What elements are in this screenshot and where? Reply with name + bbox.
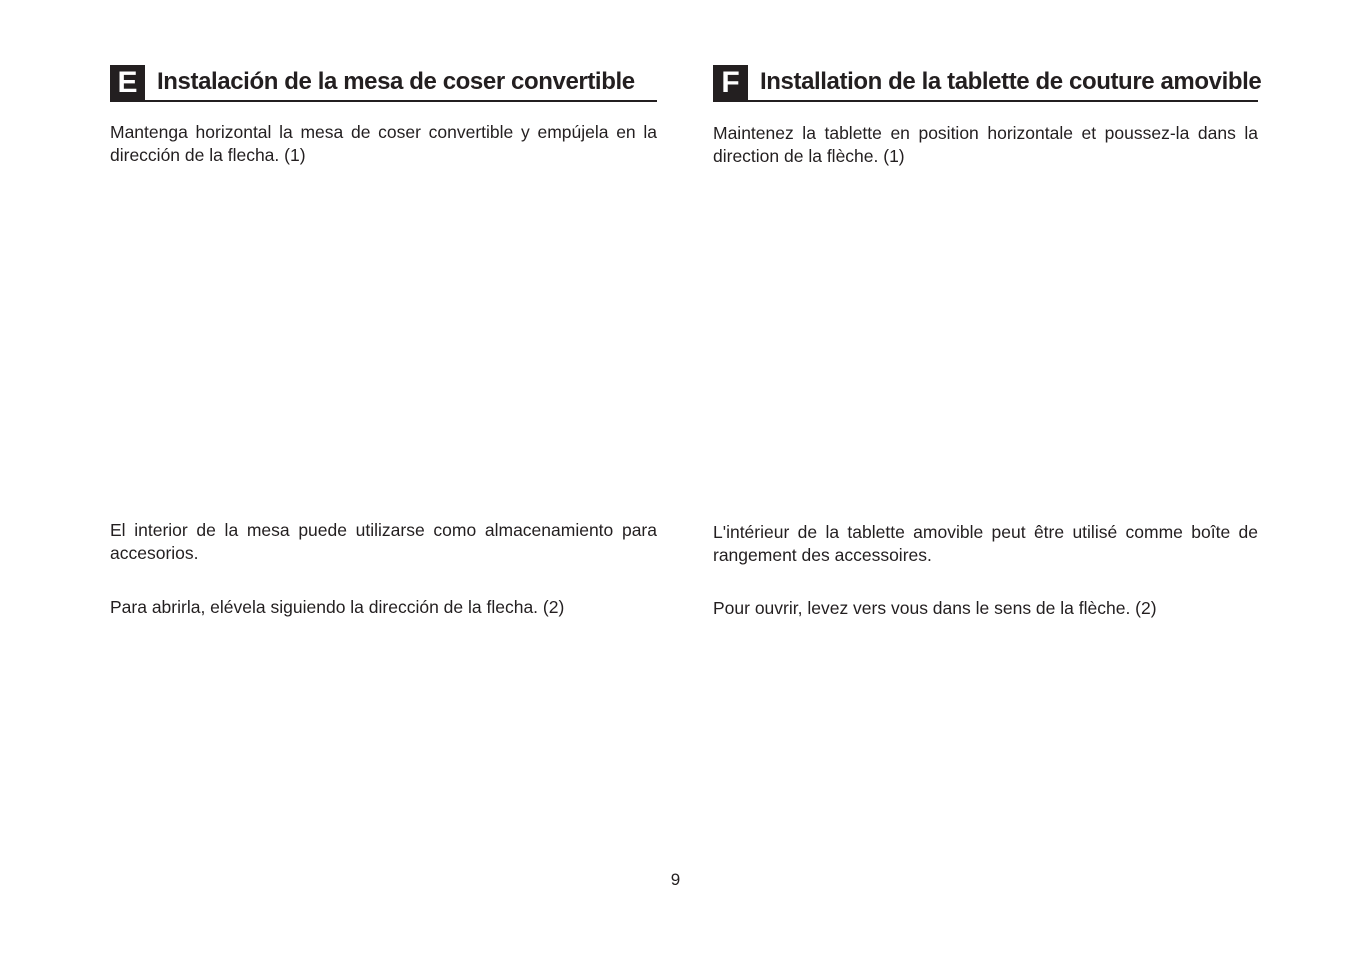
french-section — [713, 64, 1262, 618]
spanish-section-header — [110, 64, 657, 102]
spanish-section-title: Instalación de la mesa de coser convertible — [157, 68, 635, 95]
french-paragraph-3: Pour ouvrir, levez vers vous dans le sens de la flèche. (2) — [713, 598, 1157, 618]
french-section-title: Installation de la tablette de couture amovible — [760, 68, 1262, 95]
language-badge-spanish: E — [110, 65, 145, 100]
french-section-header — [713, 64, 1262, 102]
french-paragraph-2: L'intérieur de la tablette amovible peut être utilisé comme boîte de rangement des accessoires. — [713, 522, 1258, 565]
spanish-section — [110, 64, 657, 617]
spanish-paragraph-2: El interior de la mesa puede utilizarse como almacenamiento para accesorios. — [110, 520, 657, 563]
page-number: 9 — [670, 870, 681, 889]
spanish-paragraph-1: Mantenga horizontal la mesa de coser convertible y empújela en la dirección de la flecha. (1) — [110, 122, 657, 165]
french-paragraph-1: Maintenez la tablette en position horizontale et poussez-la dans la direction de la flèche. (1) — [713, 123, 1258, 166]
spanish-paragraph-3: Para abrirla, elévela siguiendo la dirección de la flecha. (2) — [110, 597, 565, 617]
language-badge-french: F — [713, 65, 748, 100]
